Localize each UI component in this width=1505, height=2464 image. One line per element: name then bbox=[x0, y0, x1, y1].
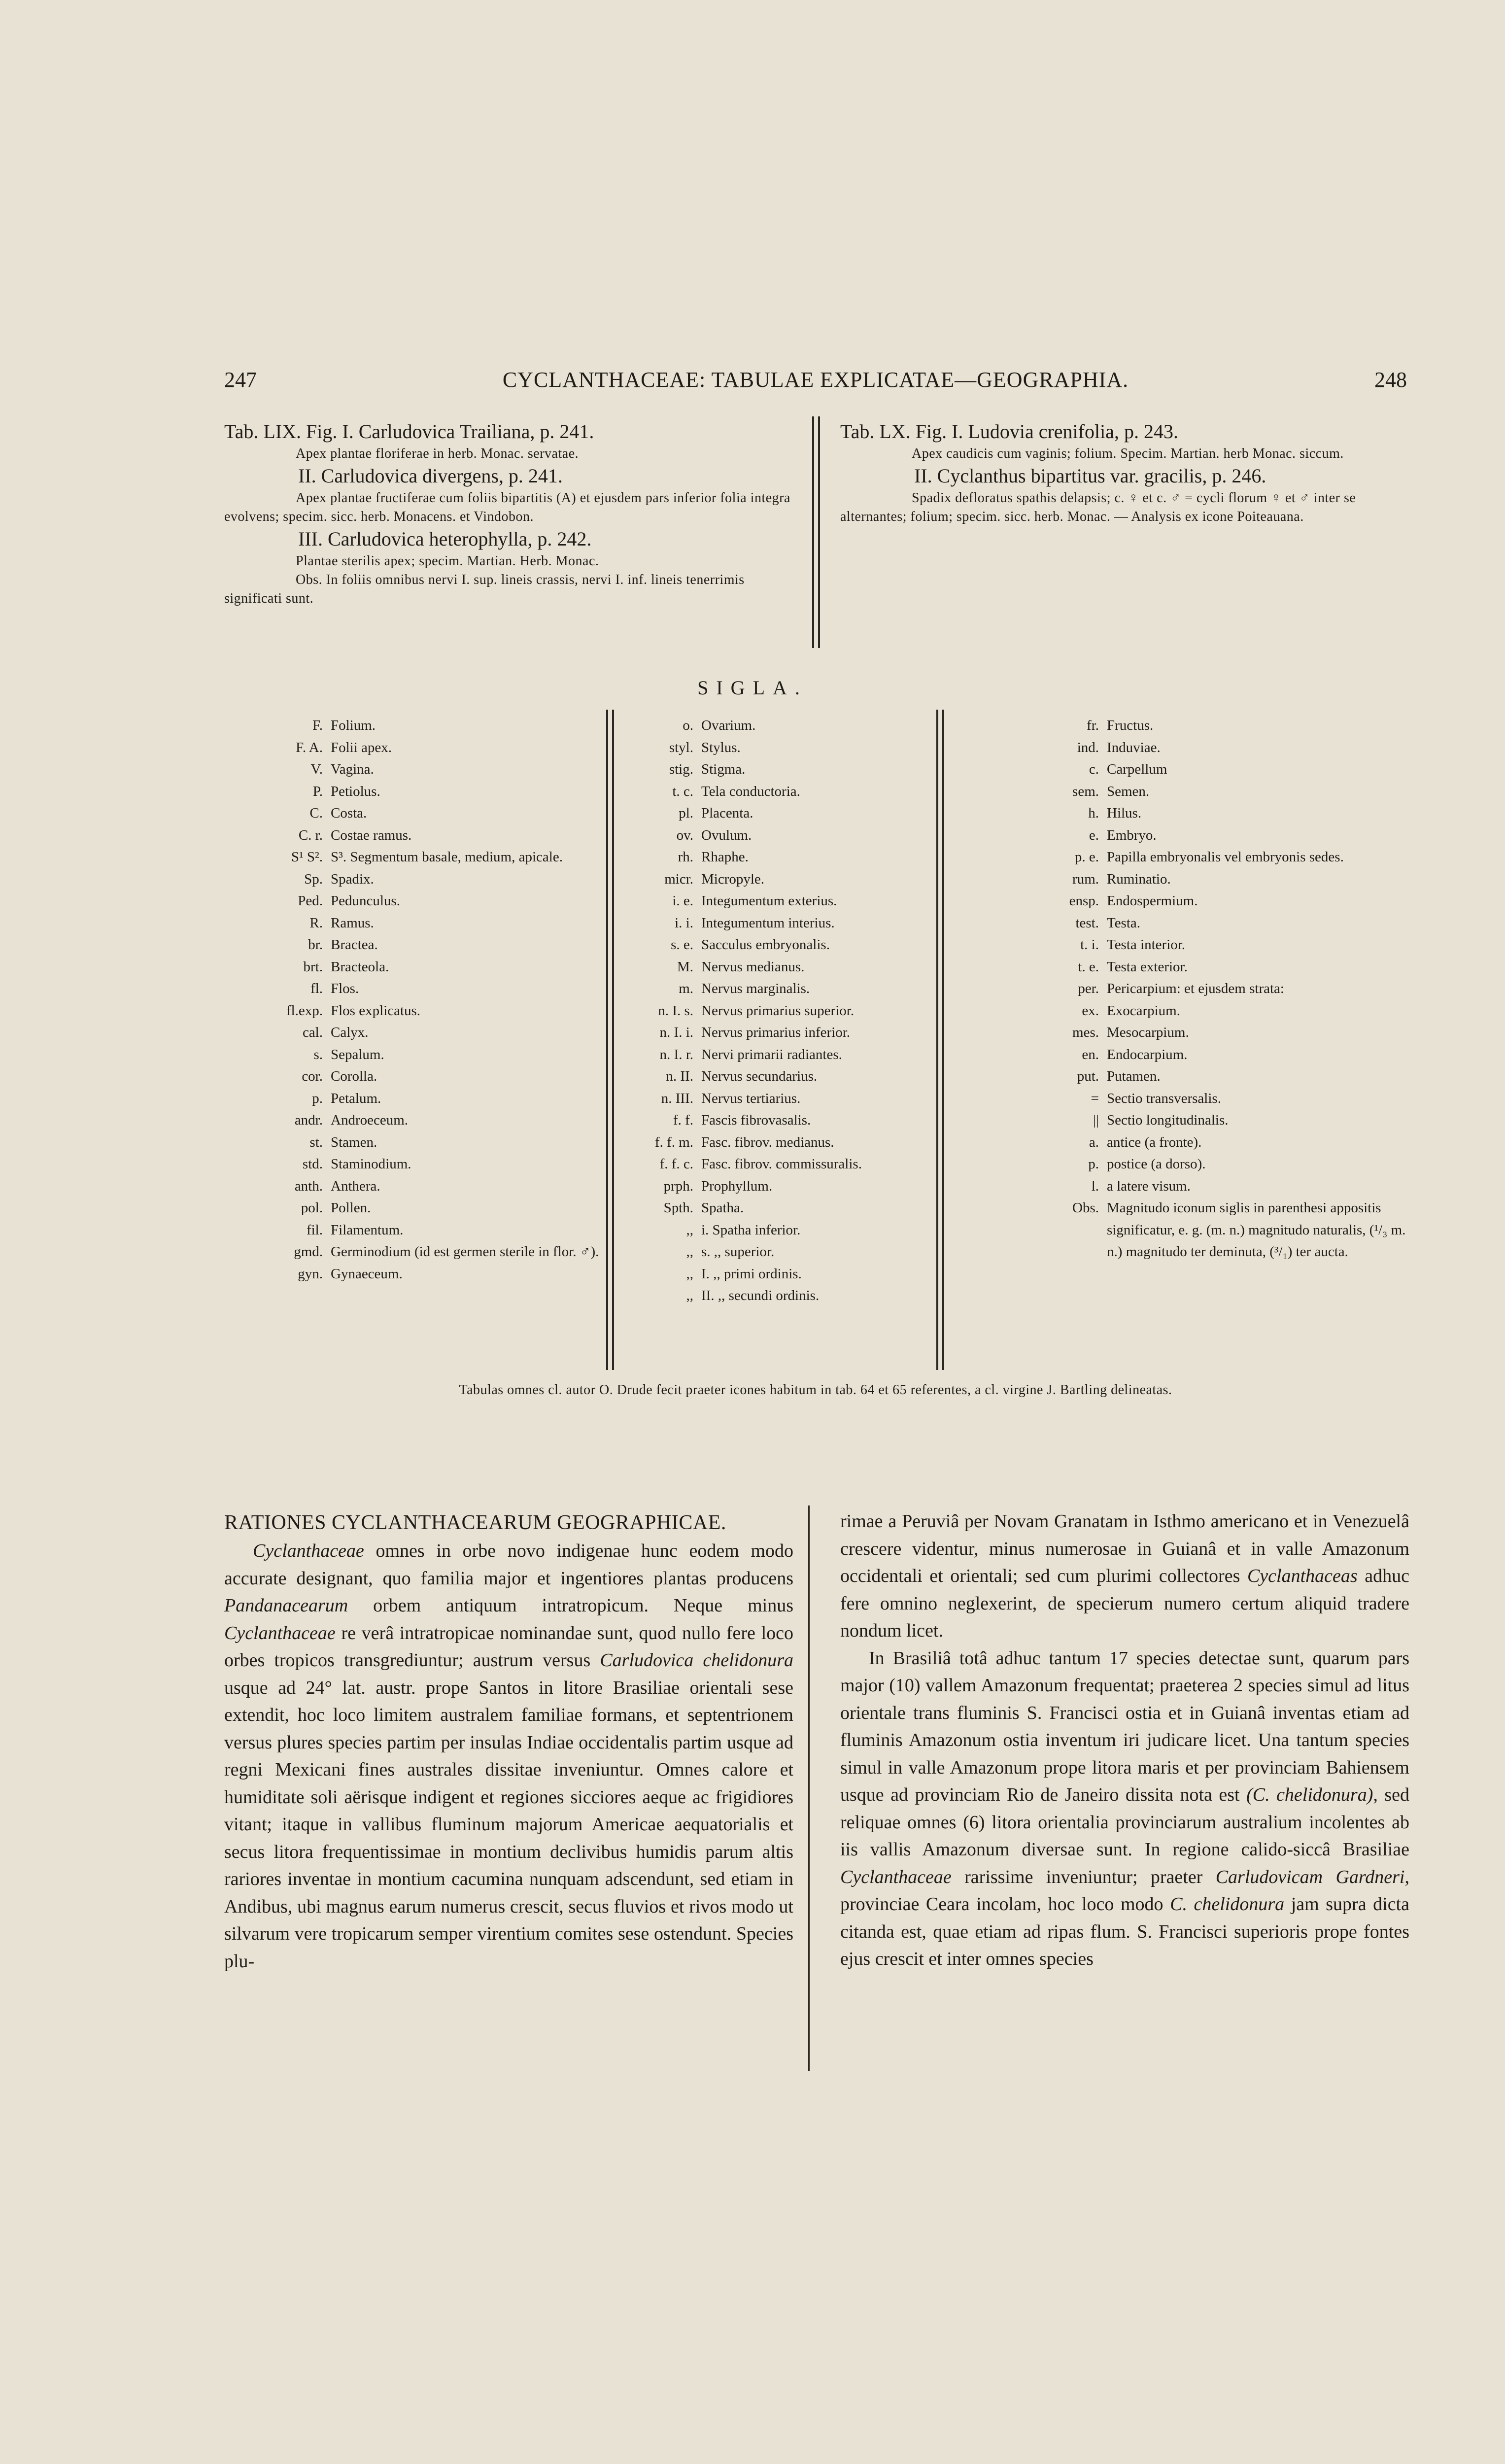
tab-lix-fig1-desc: Apex plantae floriferae in herb. Monac. servatae. bbox=[296, 446, 579, 461]
sigla-abbreviation: ov. bbox=[676, 827, 693, 843]
sigla-row bbox=[618, 1000, 963, 1022]
sigla-meaning: Folii apex. bbox=[331, 739, 392, 755]
sigla-abbreviation: V. bbox=[310, 761, 323, 777]
sigla-abbreviation: t. e. bbox=[1078, 958, 1099, 975]
sigla-row bbox=[1005, 1088, 1414, 1110]
sigla-row bbox=[224, 1175, 604, 1198]
text-run: rarissime inveniuntur; praeter bbox=[951, 1866, 1216, 1887]
sigla-abbreviation: gyn. bbox=[298, 1266, 323, 1282]
sigla-abbreviation: Ped. bbox=[298, 893, 323, 909]
tabulae-note: Tabulas omnes cl. autor O. Drude fecit praeter icones habitum in tab. 64 et 65 referentes, a cl. virgine J. Bartling delineatas. bbox=[459, 1382, 1172, 1398]
tab-lix-heading: Tab. LIX. Fig. I. Carludovica Trailiana, p. 241. bbox=[224, 420, 594, 443]
sigla-row bbox=[1005, 758, 1414, 781]
sigla-abbreviation: p. bbox=[312, 1090, 323, 1106]
sigla-row bbox=[224, 802, 604, 824]
sigla-abbreviation: brt. bbox=[303, 958, 323, 975]
sigla-abbreviation: cor. bbox=[302, 1068, 323, 1084]
sigla-row bbox=[1005, 824, 1414, 847]
sigla-row bbox=[224, 868, 604, 890]
tab-lx-fig2-title: II. Cyclanthus bipartitus var. gracilis, p. 246. bbox=[914, 465, 1266, 487]
sigla-abbreviation: t. c. bbox=[672, 783, 693, 799]
sigla-meaning: Ovulum. bbox=[701, 827, 752, 843]
sigla-row bbox=[224, 1000, 604, 1022]
sigla-meaning: Sectio transversalis. bbox=[1107, 1090, 1221, 1106]
sigla-abbreviation: sem. bbox=[1072, 783, 1099, 799]
text-run: jam supra dicta citanda est, quae etiam ad ripas flum. S. Francisci superioris prope fontes ejus crescit et inter omnes species bbox=[840, 1894, 1409, 1969]
sigla-meaning: Rhaphe. bbox=[701, 849, 749, 865]
sigla-abbreviation: ,, bbox=[686, 1222, 693, 1238]
sigla-meaning: Sectio longitudinalis. bbox=[1107, 1112, 1229, 1128]
sigla-row bbox=[1005, 1175, 1414, 1198]
sigla-row bbox=[618, 934, 963, 956]
sigla-abbreviation: br. bbox=[308, 937, 323, 953]
text-run: adhuc fere omnino neglexerint, de specierum numero certum aliquid tradere nondum licet. bbox=[840, 1566, 1409, 1641]
sigla-abbreviation: en. bbox=[1082, 1046, 1099, 1062]
sigla-abbreviation: o. bbox=[683, 718, 693, 733]
sigla-meaning: Pollen. bbox=[331, 1200, 371, 1216]
sigla-row bbox=[224, 1088, 604, 1110]
sigla-abbreviation: std. bbox=[302, 1156, 323, 1172]
sigla-abbreviation: ,, bbox=[686, 1288, 693, 1303]
sigla-row bbox=[224, 1044, 604, 1066]
sigla-heading: SIGLA. bbox=[697, 677, 808, 699]
sigla-abbreviation: rh. bbox=[678, 849, 693, 865]
text-run: In Brasiliâ totâ adhuc tantum 17 species detectae sunt, quarum pars major (10) vallem Amazonum frequentat; praeterea 2 species simul ad litus orientale trans fluminis S. Francisci ostia et in Guianâ inventas etiam ad fluminis Amazonum ostia inventum iri judicare licet. Una tantum species simul in valle Amazonum prope litora maris et per provinciam Bahiensem usque ad provinciam Rio de Janeiro dissita nota est bbox=[840, 1647, 1409, 1805]
sigla-row bbox=[1005, 1044, 1414, 1066]
sigla-abbreviation: n. I. i. bbox=[659, 1025, 693, 1040]
tab-lix-obs: Obs. In foliis omnibus nervi I. sup. lineis crassis, nervi I. inf. lineis tenerrimis significati sunt. bbox=[224, 572, 745, 606]
sigla-row bbox=[1005, 1197, 1414, 1263]
sigla-abbreviation: styl. bbox=[669, 739, 693, 755]
sigla-row bbox=[224, 890, 604, 912]
sigla-meaning: S³. Segmentum basale, medium, apicale. bbox=[331, 849, 563, 865]
sigla-abbreviation: n. III. bbox=[661, 1090, 693, 1106]
sigla-abbreviation: n. II. bbox=[666, 1068, 693, 1084]
sigla-meaning: Gynaeceum. bbox=[331, 1266, 403, 1282]
sigla-row bbox=[618, 1263, 963, 1285]
sigla-abbreviation: gmd. bbox=[294, 1244, 323, 1260]
sigla-meaning: Endocarpium. bbox=[1107, 1046, 1188, 1062]
sigla-row bbox=[224, 781, 604, 803]
sigla-abbreviation: f. f. c. bbox=[659, 1156, 693, 1172]
sigla-abbreviation: cal. bbox=[302, 1025, 323, 1040]
sigla-abbreviation: ex. bbox=[1082, 1002, 1099, 1019]
sigla-row bbox=[618, 1022, 963, 1044]
sigla-meaning: Fasc. fibrov. commissuralis. bbox=[701, 1156, 862, 1172]
italic-term: Carludovicam Gardneri bbox=[1215, 1866, 1405, 1887]
text-run: usque ad 24° lat. austr. prope Santos in litore Brasiliae orientali sese extendit, hoc loco limitem australem familiae formans, et septentrionem versus plures species partim per insulas Indiae occidentalis partim usque ad regni Mexicani fines australes dissitae inveniuntur. Omnes calore et humiditate soli aërisque indigent et regiones sicciores aeque ac frigidiores vitant; itaque in vallibus fluminum majorum Americae aequatorialis et secus litora frequentissimae in montium declivibus humidis parum altis rariores inventae in montium cacumina nunquam adscendunt, sed etiam in Andibus, ubi magnus earum numerus crescit, secus fluvios et rivos modo ut silvarum vere tropicarum semper virentium comites sese ostendunt. Species plu- bbox=[224, 1677, 793, 1972]
sigla-row bbox=[1005, 1000, 1414, 1022]
sigla-row bbox=[1005, 956, 1414, 978]
sigla-row bbox=[1005, 715, 1414, 737]
sigla-meaning: Nervus primarius superior. bbox=[701, 1002, 855, 1019]
sigla-row bbox=[224, 956, 604, 978]
sigla-abbreviation: st. bbox=[309, 1134, 323, 1150]
tab-lix-fig2-title: II. Carludovica divergens, p. 241. bbox=[298, 465, 563, 487]
sigla-row bbox=[1005, 781, 1414, 803]
sigla-abbreviation: e. bbox=[1089, 827, 1099, 843]
italic-term: Cyclanthaceae bbox=[224, 1622, 336, 1643]
italic-term: Cyclanthaceas bbox=[1247, 1566, 1358, 1586]
tab-lx-fig1-desc: Apex caudicis cum vaginis; folium. Specim. Martian. herb Monac. siccum. bbox=[912, 446, 1344, 461]
italic-term: Cyclanthaceae bbox=[253, 1540, 364, 1561]
sigla-abbreviation: Spth. bbox=[663, 1200, 693, 1216]
text-run: , sed reliquae omnes (6) litora orientalia provinciarum australium incolentes ab iis vallis Amazonum diversae sunt. In regione calido-siccâ Brasiliae bbox=[840, 1784, 1409, 1860]
sigla-row bbox=[224, 1065, 604, 1088]
sigla-row bbox=[618, 1153, 963, 1175]
sigla-meaning: Endospermium. bbox=[1107, 893, 1198, 909]
sigla-meaning: Placenta. bbox=[701, 805, 753, 821]
text-run: rimae a Peruviâ per Novam Granatam in Isthmo americano et in Venezuelâ crescere videntur, minus numerosae in Guianâ et in valle Amazonum occidentali et orientali; sed cum plurimi collectores bbox=[840, 1511, 1409, 1586]
tab-lix-fig3-desc: Plantae sterilis apex; specim. Martian. Herb. Monac. bbox=[296, 553, 599, 569]
sigla-meaning: Corolla. bbox=[331, 1068, 377, 1084]
sigla-meaning: Folium. bbox=[331, 718, 376, 733]
sigla-row bbox=[224, 1263, 604, 1285]
column-divider bbox=[818, 416, 820, 648]
sigla-meaning: I. ,, primi ordinis. bbox=[701, 1266, 802, 1282]
sigla-row bbox=[618, 1131, 963, 1154]
italic-term: Carludovica chelidonura bbox=[600, 1650, 793, 1671]
sigla-abbreviation: andr. bbox=[294, 1112, 323, 1128]
sigla-meaning: s. ,, superior. bbox=[701, 1244, 775, 1260]
sigla-meaning: Sepalum. bbox=[331, 1046, 384, 1062]
sigla-row bbox=[618, 715, 963, 737]
sigla-abbreviation: fl.exp. bbox=[286, 1002, 323, 1019]
sigla-abbreviation: test. bbox=[1075, 915, 1099, 931]
sigla-abbreviation: pol. bbox=[301, 1200, 323, 1216]
sigla-row bbox=[224, 1219, 604, 1241]
paragraph bbox=[224, 1538, 793, 1975]
sigla-row bbox=[618, 1088, 963, 1110]
sigla-abbreviation: F. bbox=[312, 718, 323, 733]
sigla-row bbox=[224, 824, 604, 847]
sigla-meaning: Nervi primarii radiantes. bbox=[701, 1046, 842, 1062]
running-head bbox=[224, 367, 1407, 397]
sigla-abbreviation: p. e. bbox=[1074, 849, 1099, 865]
sigla-abbreviation: n. I. r. bbox=[659, 1046, 693, 1062]
sigla-meaning: Costa. bbox=[331, 805, 367, 821]
sigla-row bbox=[618, 868, 963, 890]
sigla-abbreviation: f. f. m. bbox=[654, 1134, 693, 1150]
sigla-abbreviation: l. bbox=[1091, 1178, 1099, 1194]
sigla-abbreviation: put. bbox=[1077, 1068, 1099, 1084]
tab-lix-fig2-desc: Apex plantae fructiferae cum foliis bipartitis (A) et ejusdem pars inferior folia integra evolvens; specim. sicc. herb. Monacens. et Vindobon. bbox=[224, 490, 790, 524]
sigla-abbreviation: t. i. bbox=[1080, 937, 1099, 953]
sigla-abbreviation: h. bbox=[1088, 805, 1099, 821]
sigla-abbreviation: || bbox=[1093, 1112, 1099, 1128]
sigla-meaning: Petalum. bbox=[331, 1090, 381, 1106]
sigla-row bbox=[224, 758, 604, 781]
sigla-meaning: Putamen. bbox=[1107, 1068, 1161, 1084]
sigla-abbreviation: m. bbox=[679, 981, 693, 996]
tab-lx-heading: Tab. LX. Fig. I. Ludovia crenifolia, p. 243. bbox=[840, 420, 1178, 443]
italic-term: C. chelidonura bbox=[1170, 1894, 1285, 1915]
sigla-meaning: Nervus secundarius. bbox=[701, 1068, 818, 1084]
sigla-abbreviation: s. bbox=[313, 1046, 323, 1062]
sigla-abbreviation: n. I. s. bbox=[658, 1002, 693, 1019]
sigla-row bbox=[1005, 1109, 1414, 1131]
sigla-meaning: Stigma. bbox=[701, 761, 746, 777]
sigla-abbreviation: rum. bbox=[1072, 871, 1099, 887]
sigla-meaning: Androeceum. bbox=[331, 1112, 409, 1128]
sigla-row bbox=[618, 758, 963, 781]
sigla-abbreviation: fil. bbox=[306, 1222, 323, 1238]
sigla-row bbox=[618, 846, 963, 868]
sigla-row bbox=[1005, 912, 1414, 934]
sigla-abbreviation: R. bbox=[309, 915, 323, 931]
column-divider bbox=[812, 416, 814, 648]
sigla-row bbox=[618, 781, 963, 803]
body-column-right bbox=[840, 1508, 1409, 1973]
sigla-row bbox=[224, 1153, 604, 1175]
sigla-row bbox=[1005, 1022, 1414, 1044]
sigla-row bbox=[618, 802, 963, 824]
sigla-row bbox=[1005, 846, 1414, 868]
sigla-meaning: Anthera. bbox=[331, 1178, 380, 1194]
sigla-meaning: Magnitudo iconum siglis in parenthesi appositis significatur, e. g. (m. n.) magnitudo naturalis, (¹/₃ m. n.) magnitudo ter deminuta, (³/₁) ter aucta. bbox=[1107, 1200, 1406, 1260]
sigla-row bbox=[618, 1219, 963, 1241]
sigla-row bbox=[1005, 890, 1414, 912]
body-column-left bbox=[224, 1508, 793, 1975]
sigla-divider bbox=[612, 710, 614, 1370]
sigla-meaning: Vagina. bbox=[331, 761, 374, 777]
sigla-abbreviation: C. r. bbox=[298, 827, 323, 843]
sigla-meaning: Pericarpium: et ejusdem strata: bbox=[1107, 981, 1284, 996]
sigla-abbreviation: mes. bbox=[1072, 1025, 1099, 1040]
sigla-row bbox=[618, 824, 963, 847]
sigla-meaning: a latere visum. bbox=[1107, 1178, 1191, 1194]
sigla-meaning: Germinodium (id est germen sterile in flor. ♂). bbox=[331, 1244, 599, 1260]
sigla-abbreviation: fl. bbox=[310, 981, 323, 996]
sigla-meaning: Calyx. bbox=[331, 1025, 369, 1040]
sigla-abbreviation: pl. bbox=[679, 805, 693, 821]
sigla-row bbox=[618, 956, 963, 978]
sigla-abbreviation: Obs. bbox=[1072, 1200, 1099, 1216]
sigla-abbreviation: prph. bbox=[663, 1178, 693, 1194]
sigla-meaning: Exocarpium. bbox=[1107, 1002, 1180, 1019]
sigla-meaning: Fructus. bbox=[1107, 718, 1154, 733]
sigla-row bbox=[1005, 934, 1414, 956]
sigla-meaning: Testa interior. bbox=[1107, 937, 1186, 953]
sigla-row bbox=[224, 1109, 604, 1131]
sigla-meaning: Ovarium. bbox=[701, 718, 756, 733]
sigla-row bbox=[618, 890, 963, 912]
tab-lx-explanation bbox=[840, 419, 1412, 526]
tab-lx-fig2-desc: Spadix defloratus spathis delapsis; c. ♀ et c. ♂ = cycli florum ♀ et ♂ inter se alternantes; folium; specim. sicc. herb. Monac. — Analysis ex icone Poiteauana. bbox=[840, 490, 1356, 524]
sigla-abbreviation: M. bbox=[677, 958, 693, 975]
paragraph bbox=[840, 1508, 1409, 1645]
sigla-abbreviation: ,, bbox=[686, 1266, 693, 1282]
sigla-row bbox=[1005, 737, 1414, 759]
sigla-meaning: Flos. bbox=[331, 981, 359, 996]
sigla-meaning: Semen. bbox=[1107, 783, 1150, 799]
sigla-meaning: Fasc. fibrov. medianus. bbox=[701, 1134, 834, 1150]
sigla-meaning: Testa exterior. bbox=[1107, 958, 1188, 975]
sigla-abbreviation: i. i. bbox=[675, 915, 693, 931]
page-number-left: 247 bbox=[224, 368, 257, 392]
sigla-row bbox=[224, 912, 604, 934]
sigla-row bbox=[224, 715, 604, 737]
sigla-abbreviation: p. bbox=[1088, 1156, 1099, 1172]
sigla-abbreviation: stig. bbox=[669, 761, 693, 777]
section-title: RATIONES CYCLANTHACEARUM GEOGRAPHICAE. bbox=[224, 1511, 726, 1534]
sigla-row bbox=[224, 1131, 604, 1154]
tab-lix-fig3-title: III. Carludovica heterophylla, p. 242. bbox=[298, 528, 592, 550]
sigla-abbreviation: per. bbox=[1078, 981, 1099, 996]
sigla-abbreviation: = bbox=[1091, 1090, 1099, 1106]
sigla-abbreviation: f. f. bbox=[673, 1112, 693, 1128]
sigla-meaning: Nervus medianus. bbox=[701, 958, 805, 975]
sigla-meaning: Stylus. bbox=[701, 739, 741, 755]
sigla-row bbox=[618, 737, 963, 759]
sigla-row bbox=[224, 934, 604, 956]
tab-lix-explanation bbox=[224, 419, 801, 608]
sigla-row bbox=[618, 1285, 963, 1307]
sigla-abbreviation: i. e. bbox=[672, 893, 693, 909]
sigla-meaning: postice (a dorso). bbox=[1107, 1156, 1206, 1172]
sigla-column-1 bbox=[224, 715, 604, 1285]
sigla-meaning: Nervus marginalis. bbox=[701, 981, 810, 996]
text-run: orbem antiquum intratropicum. Neque minus bbox=[348, 1595, 793, 1616]
sigla-abbreviation: c. bbox=[1089, 761, 1099, 777]
sigla-meaning: antice (a fronte). bbox=[1107, 1134, 1202, 1150]
sigla-meaning: Embryo. bbox=[1107, 827, 1157, 843]
sigla-row bbox=[1005, 868, 1414, 890]
sigla-meaning: Bracteola. bbox=[331, 958, 389, 975]
sigla-abbreviation: a. bbox=[1089, 1134, 1099, 1150]
text-run: , provinciae Ceara incolam, hoc loco modo bbox=[840, 1866, 1409, 1915]
sigla-meaning: i. Spatha inferior. bbox=[701, 1222, 801, 1238]
paragraph bbox=[840, 1645, 1409, 1973]
text-run: omnes in orbe novo indigenae hunc eodem modo accurate designant, quo familia major et ingentiores plantas producens bbox=[224, 1540, 793, 1589]
sigla-abbreviation: C. bbox=[309, 805, 323, 821]
sigla-meaning: Flos explicatus. bbox=[331, 1002, 421, 1019]
sigla-meaning: Nervus primarius inferior. bbox=[701, 1025, 851, 1040]
sigla-row bbox=[618, 1241, 963, 1263]
sigla-meaning: Costae ramus. bbox=[331, 827, 412, 843]
sigla-abbreviation: fr. bbox=[1087, 718, 1099, 733]
sigla-meaning: II. ,, secundi ordinis. bbox=[701, 1288, 820, 1303]
body-divider bbox=[808, 1506, 810, 2071]
sigla-row bbox=[1005, 978, 1414, 1000]
sigla-meaning: Pedunculus. bbox=[331, 893, 400, 909]
sigla-abbreviation: F. A. bbox=[296, 739, 323, 755]
sigla-row bbox=[224, 1197, 604, 1219]
text-run: re verâ intratropicae nominandae sunt, quod nullo fere loco orbes tropicos transgrediuntur; austrum versus bbox=[224, 1622, 793, 1671]
sigla-meaning: Integumentum interius. bbox=[701, 915, 835, 931]
sigla-row bbox=[1005, 802, 1414, 824]
sigla-row bbox=[618, 1197, 963, 1219]
sigla-row bbox=[224, 1022, 604, 1044]
sigla-meaning: Bractea. bbox=[331, 937, 378, 953]
sigla-meaning: Integumentum exterius. bbox=[701, 893, 837, 909]
sigla-meaning: Prophyllum. bbox=[701, 1178, 773, 1194]
sigla-abbreviation: S¹ S². bbox=[291, 849, 323, 865]
sigla-meaning: Petiolus. bbox=[331, 783, 380, 799]
sigla-meaning: Testa. bbox=[1107, 915, 1141, 931]
sigla-row bbox=[224, 978, 604, 1000]
sigla-meaning: Staminodium. bbox=[331, 1156, 411, 1172]
sigla-meaning: Induviae. bbox=[1107, 739, 1161, 755]
sigla-meaning: Tela conductoria. bbox=[701, 783, 800, 799]
sigla-meaning: Sacculus embryonalis. bbox=[701, 937, 830, 953]
sigla-abbreviation: anth. bbox=[294, 1178, 323, 1194]
sigla-row bbox=[224, 846, 604, 868]
sigla-abbreviation: Sp. bbox=[304, 871, 323, 887]
sigla-abbreviation: micr. bbox=[664, 871, 693, 887]
sigla-row bbox=[618, 912, 963, 934]
sigla-meaning: Nervus tertiarius. bbox=[701, 1090, 801, 1106]
sigla-row bbox=[1005, 1153, 1414, 1175]
sigla-meaning: Fascis fibrovasalis. bbox=[701, 1112, 811, 1128]
sigla-row bbox=[618, 978, 963, 1000]
italic-term: Pandanacearum bbox=[224, 1595, 348, 1616]
italic-term: Cyclanthaceae bbox=[840, 1866, 952, 1887]
sigla-row bbox=[1005, 1065, 1414, 1088]
sigla-divider bbox=[606, 710, 608, 1370]
sigla-meaning: Micropyle. bbox=[701, 871, 765, 887]
sigla-row bbox=[224, 1241, 604, 1263]
sigla-meaning: Filamentum. bbox=[331, 1222, 404, 1238]
sigla-abbreviation: ,, bbox=[686, 1244, 693, 1260]
sigla-meaning: Spadix. bbox=[331, 871, 374, 887]
sigla-row bbox=[1005, 1131, 1414, 1154]
sigla-divider bbox=[936, 710, 938, 1370]
sigla-meaning: Ruminatio. bbox=[1107, 871, 1171, 887]
sigla-row bbox=[224, 737, 604, 759]
running-title: CYCLANTHACEAE: TABULAE EXPLICATAE—GEOGRAPHIA. bbox=[502, 368, 1129, 392]
sigla-column-3 bbox=[1005, 715, 1414, 1263]
sigla-abbreviation: P. bbox=[312, 783, 323, 799]
sigla-abbreviation: ind. bbox=[1077, 739, 1099, 755]
sigla-meaning: Ramus. bbox=[331, 915, 374, 931]
sigla-row bbox=[618, 1109, 963, 1131]
sigla-divider bbox=[942, 710, 944, 1370]
italic-term: (C. chelidonura) bbox=[1246, 1784, 1373, 1805]
sigla-column-2 bbox=[618, 715, 963, 1307]
sigla-meaning: Hilus. bbox=[1107, 805, 1142, 821]
sigla-meaning: Stamen. bbox=[331, 1134, 377, 1150]
sigla-meaning: Carpellum bbox=[1107, 761, 1167, 777]
sigla-row bbox=[618, 1175, 963, 1198]
sigla-abbreviation: s. e. bbox=[671, 937, 693, 953]
sigla-meaning: Mesocarpium. bbox=[1107, 1025, 1189, 1040]
sigla-abbreviation: ensp. bbox=[1069, 893, 1099, 909]
sigla-row bbox=[618, 1044, 963, 1066]
page-number-right: 248 bbox=[1374, 368, 1407, 392]
sigla-meaning: Spatha. bbox=[701, 1200, 744, 1216]
sigla-row bbox=[618, 1065, 963, 1088]
sigla-meaning: Papilla embryonalis vel embryonis sedes. bbox=[1107, 849, 1344, 865]
